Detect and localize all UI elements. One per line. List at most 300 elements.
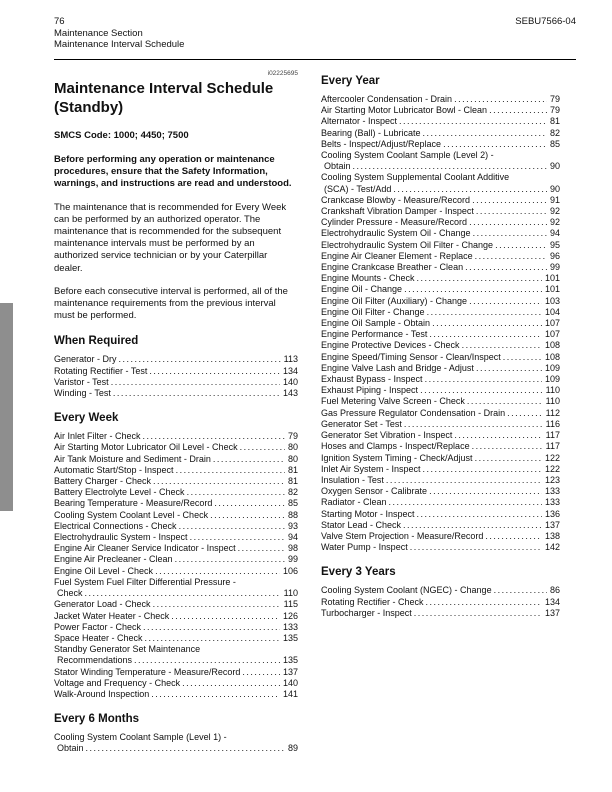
dot-leader [149, 366, 280, 377]
dot-leader [503, 352, 542, 363]
page-ref: 99 [287, 554, 298, 565]
article-title: Maintenance Interval Schedule (Standby) [54, 80, 274, 116]
toc-item-label: Cylinder Pressure - Measure/Record [321, 217, 468, 228]
toc-item [321, 497, 560, 508]
toc-item [54, 442, 298, 453]
toc-item [54, 611, 298, 622]
toc-item-label: Ignition System Timing - Check/Adjust [321, 452, 473, 463]
dot-leader [113, 388, 280, 399]
toc-item-label: Engine Oil Filter (Auxiliary) - Change [321, 295, 468, 306]
toc-item-label: Engine Crankcase Breather - Clean [321, 262, 464, 273]
toc-item [54, 667, 298, 678]
toc-item-label: Bearing Temperature - Measure/Record [54, 498, 213, 509]
page-ref: 141 [282, 688, 298, 699]
dot-leader [465, 262, 547, 273]
dot-leader [399, 116, 547, 127]
toc-item-label: Engine Air Cleaner Element - Replace [321, 250, 473, 261]
page-ref: 90 [549, 183, 560, 194]
dot-leader [153, 599, 281, 610]
page-ref: 122 [544, 452, 560, 463]
section-heading: Every Year [321, 75, 380, 87]
page-ref: 94 [549, 228, 560, 239]
dot-leader [472, 441, 543, 452]
page-ref: 110 [283, 588, 298, 599]
dot-leader [187, 487, 285, 498]
header-section-title: Maintenance Section [54, 27, 143, 39]
toc-item [321, 396, 560, 407]
toc-item [54, 521, 298, 532]
toc-item [321, 542, 560, 553]
page-ref: 134 [544, 596, 560, 607]
toc-item-label: Air Starting Motor Lubricator Bowl - Clean [321, 105, 488, 116]
toc-item [54, 498, 298, 509]
toc-item-label: Generator - Dry [54, 354, 117, 365]
toc-item [321, 475, 560, 486]
page-ref: 112 [545, 407, 560, 418]
toc-item-label: Rotating Rectifier - Check [321, 596, 424, 607]
page-ref: 136 [544, 508, 560, 519]
dot-leader [404, 419, 543, 430]
toc-item-label: Oxygen Sensor - Calibrate [321, 486, 428, 497]
dot-leader [423, 128, 547, 139]
toc-item-label: Air Tank Moisture and Sediment - Drain [54, 453, 211, 464]
toc-item [321, 172, 560, 194]
toc-item-label: Radiator - Clean [321, 497, 387, 508]
toc-item [321, 385, 560, 396]
toc-item-label: Engine Air Cleaner Service Indicator - Inspect [54, 543, 236, 554]
toc-item [321, 419, 560, 430]
dot-leader [179, 521, 285, 532]
toc-item-label: Engine Oil Sample - Obtain [321, 318, 431, 329]
right-column [321, 70, 560, 619]
toc-item-label: Battery Electrolyte Level - Check [54, 487, 185, 498]
toc-item [54, 354, 298, 365]
dot-leader [393, 184, 547, 195]
dot-leader [469, 217, 547, 228]
dot-leader [86, 743, 285, 754]
page-ref: 109 [544, 362, 560, 373]
toc-item-label: Water Pump - Inspect [321, 542, 408, 553]
toc-item [321, 597, 560, 608]
toc-item [321, 430, 560, 441]
page-ref: 91 [549, 194, 560, 205]
dot-leader [404, 284, 542, 295]
toc-item [321, 195, 560, 206]
toc-item [321, 217, 560, 228]
dot-leader [403, 520, 542, 531]
dot-leader [151, 689, 280, 700]
toc-item [321, 374, 560, 385]
toc-item [321, 520, 560, 531]
toc-item [321, 307, 560, 318]
page-ref: 89 [287, 743, 298, 754]
dot-leader [426, 597, 542, 608]
dot-leader [85, 588, 281, 599]
page-ref: 101 [544, 284, 560, 295]
smcs-code: SMCS Code: 1000; 4450; 7500 [54, 130, 189, 141]
toc-item-label: Electrohydraulic System Oil Filter - Change [321, 239, 494, 250]
toc-item-label: Engine Oil Filter - Change [321, 306, 425, 317]
toc-item [321, 206, 560, 217]
dot-leader [145, 633, 280, 644]
toc-item-label: Varistor - Test [54, 376, 109, 387]
toc-item-wrap-line: Cooling System Supplemental Coolant Additive [321, 172, 510, 183]
page-ref: 140 [282, 376, 298, 387]
dot-leader [432, 318, 542, 329]
dot-leader [353, 161, 547, 172]
toc-item-label: Rotating Rectifier - Test [54, 365, 148, 376]
page-ref: 94 [287, 532, 298, 543]
toc-item-label: Check [57, 588, 83, 599]
dot-leader [475, 453, 542, 464]
toc-item-label: Recommendations [57, 655, 133, 666]
section-heading: Every Week [54, 412, 119, 425]
page-ref: 82 [287, 487, 298, 498]
dot-leader [475, 251, 547, 262]
dot-leader [473, 228, 547, 239]
toc-item-label: Engine Protective Devices - Check [321, 340, 460, 351]
toc-item [54, 689, 298, 700]
toc-item [321, 352, 560, 363]
dot-leader [175, 554, 285, 565]
page-ref: 135 [282, 655, 298, 666]
page-ref: 85 [287, 498, 298, 509]
toc-item [54, 622, 298, 633]
page-ref: 142 [544, 542, 560, 553]
dot-leader [494, 585, 547, 596]
toc-item-label: Power Factor - Check [54, 621, 142, 632]
toc-item [54, 554, 298, 565]
toc-item-label: Engine Air Precleaner - Clean [54, 554, 173, 565]
toc-item [54, 732, 298, 754]
page-ref: 126 [282, 610, 298, 621]
page-number: 76 [54, 16, 65, 27]
dot-leader [429, 329, 542, 340]
toc-item-label: Electrical Connections - Check [54, 520, 177, 531]
page-ref: 137 [282, 666, 298, 677]
toc-item-label: Air Inlet Filter - Check [54, 431, 141, 442]
page-ref: 123 [544, 474, 560, 485]
toc-item [321, 464, 560, 475]
dot-leader [489, 105, 547, 116]
page-ref: 80 [287, 453, 298, 464]
toc-item [321, 585, 560, 596]
page-ref: 93 [287, 520, 298, 531]
page-ref: 106 [282, 565, 298, 576]
toc-item [54, 678, 298, 689]
toc-item-label: (SCA) - Test/Add [324, 183, 392, 194]
page-ref: 115 [283, 599, 298, 610]
page-ref: 117 [545, 441, 560, 452]
header-top-row [54, 16, 576, 28]
page-ref: 92 [549, 217, 560, 228]
dot-leader [469, 296, 542, 307]
dot-leader [134, 655, 280, 666]
dot-leader [143, 622, 280, 633]
dot-leader [213, 454, 285, 465]
toc-item [54, 532, 298, 543]
toc-item-label: Cooling System Coolant Level - Check [54, 509, 209, 520]
page-ref: 143 [282, 388, 298, 399]
toc-item [321, 116, 560, 127]
toc-item-label: Walk-Around Inspection [54, 688, 150, 699]
dot-leader [417, 273, 542, 284]
toc-item [321, 509, 560, 520]
toc-item [321, 441, 560, 452]
page-ref: 110 [545, 385, 560, 396]
page-ref: 88 [287, 509, 298, 520]
dot-leader [454, 430, 542, 441]
toc-item-label: Stator Winding Temperature - Measure/Record [54, 666, 241, 677]
toc-item [321, 105, 560, 116]
toc-item [54, 487, 298, 498]
dot-leader [414, 608, 542, 619]
toc-item-label: Obtain [324, 161, 351, 172]
page-ref: 81 [287, 464, 298, 475]
dot-leader [190, 532, 285, 543]
dot-leader [462, 340, 542, 351]
page-ref: 116 [545, 418, 560, 429]
page-ref: 135 [282, 632, 298, 643]
dot-leader [423, 464, 542, 475]
page-ref: 108 [544, 351, 560, 362]
toc-item-label: Crankshaft Vibration Damper - Inspect [321, 206, 474, 217]
intro-paragraph: The maintenance that is recommended for Every Week can be performed by an authorized operator. The maintenance that is recommended for the subsequent maintenance intervals must be performed by an authorized service technician or by your Caterpillar dealer. [54, 201, 287, 274]
dot-leader [454, 94, 547, 105]
toc-item-label: Valve Stem Projection - Measure/Record [321, 530, 484, 541]
dot-leader [210, 510, 285, 521]
toc-item [54, 476, 298, 487]
dot-leader [427, 307, 542, 318]
page-ref: 95 [549, 239, 560, 250]
toc-item-label: Alternator - Inspect [321, 116, 398, 127]
page-ref: 110 [545, 396, 560, 407]
toc-item-label: Engine Performance - Test [321, 329, 428, 340]
dot-leader [495, 240, 547, 251]
toc-item-label: Jacket Water Heater - Check [54, 610, 170, 621]
header-subsection-title: Maintenance Interval Schedule [54, 39, 185, 50]
toc-item [321, 408, 560, 419]
toc-item-label: Insulation - Test [321, 474, 384, 485]
toc-item [321, 139, 560, 150]
toc-item-label: Engine Valve Lash and Bridge - Adjust [321, 362, 474, 373]
toc-item [321, 94, 560, 105]
toc-item [321, 340, 560, 351]
page-ref: 109 [544, 374, 560, 385]
toc-item-label: Stator Lead - Check [321, 519, 402, 530]
toc-item [321, 329, 560, 340]
dot-leader [425, 374, 542, 385]
toc-item-label: Bearing (Ball) - Lubricate [321, 127, 421, 138]
page-ref: 81 [549, 116, 560, 127]
page-ref: 90 [549, 161, 560, 172]
toc-item [321, 128, 560, 139]
page-ref: 85 [549, 138, 560, 149]
toc-item [321, 363, 560, 374]
toc-item [54, 633, 298, 644]
page-ref: 79 [287, 431, 298, 442]
dot-leader [119, 354, 281, 365]
toc-item [321, 251, 560, 262]
right-toc [321, 75, 560, 619]
toc-item [54, 566, 298, 577]
toc-item-label: Engine Oil Level - Check [54, 565, 154, 576]
toc-item [54, 577, 298, 599]
toc-item-label: Electrohydraulic System Oil - Change [321, 228, 471, 239]
dot-leader [111, 377, 280, 388]
toc-item-label: Space Heater - Check [54, 632, 143, 643]
toc-item-wrap-line: Cooling System Coolant Sample (Level 2) - [321, 150, 494, 161]
toc-item-label: Gas Pressure Regulator Condensation - Drain [321, 407, 506, 418]
toc-item [321, 608, 560, 619]
dot-leader [155, 566, 280, 577]
toc-item [321, 262, 560, 273]
page-ref: 113 [283, 354, 298, 365]
toc-item [54, 366, 298, 377]
page-ref: 82 [549, 127, 560, 138]
toc-item-label: Exhaust Piping - Inspect [321, 385, 419, 396]
dot-leader [171, 611, 280, 622]
page-ref: 140 [282, 677, 298, 688]
page-ref: 86 [549, 585, 560, 596]
page-ref: 104 [544, 306, 560, 317]
toc-item-label: Cooling System Coolant (NGEC) - Change [321, 585, 492, 596]
page-ref: 138 [544, 530, 560, 541]
dot-leader [429, 486, 542, 497]
page-ref: 108 [544, 340, 560, 351]
toc-item-label: Battery Charger - Check [54, 476, 152, 487]
page-ref: 98 [287, 543, 298, 554]
toc-item-label: Exhaust Bypass - Inspect [321, 374, 423, 385]
dot-leader [143, 431, 285, 442]
page-ref: 79 [549, 94, 560, 104]
dot-leader [238, 543, 285, 554]
toc-item-label: Automatic Start/Stop - Inspect [54, 464, 174, 475]
toc-item [54, 599, 298, 610]
page-ref: 117 [545, 430, 560, 441]
page-ref: 99 [549, 262, 560, 273]
toc-item [54, 388, 298, 399]
header-rule [54, 59, 576, 60]
dot-leader [417, 509, 542, 520]
toc-item-label: Generator Load - Check [54, 599, 151, 610]
page-ref: 103 [544, 295, 560, 306]
doc-code: SEBU7566-04 [515, 16, 576, 27]
dot-leader [476, 206, 547, 217]
toc-item-label: Air Starting Motor Lubricator Oil Level - Check [54, 442, 238, 453]
page-ref: 81 [287, 476, 298, 487]
page-ref: 101 [544, 273, 560, 284]
page-ref: 107 [544, 329, 560, 340]
dot-leader [182, 678, 280, 689]
toc-item-wrap-line: Standby Generator Set Maintenance [54, 644, 201, 655]
toc-item [54, 431, 298, 442]
page-ref: 137 [544, 607, 560, 618]
toc-item-wrap-line: Cooling System Coolant Sample (Level 1) - [54, 732, 227, 743]
toc-item [321, 150, 560, 172]
safety-notice: Before performing any operation or maintenance procedures, ensure that the Safety Information, warnings, and instructions are read and understood. [54, 154, 292, 190]
page-ref: 107 [544, 318, 560, 329]
toc-item-label: Obtain [57, 743, 84, 754]
toc-item-label: Engine Speed/Timing Sensor - Clean/Inspect [321, 351, 501, 362]
toc-item [321, 284, 560, 295]
toc-item-label: Engine Oil - Change [321, 284, 403, 295]
dot-leader [485, 531, 542, 542]
dot-leader [176, 465, 285, 476]
toc-item [321, 228, 560, 239]
page-ref: 133 [544, 486, 560, 497]
toc-item [321, 296, 560, 307]
dot-leader [472, 195, 547, 206]
dot-leader [214, 498, 285, 509]
toc-item [54, 644, 298, 666]
dot-leader [420, 385, 543, 396]
dot-leader [410, 542, 542, 553]
left-toc [54, 335, 298, 754]
toc-item [54, 465, 298, 476]
toc-item [54, 543, 298, 554]
page-ref: 92 [549, 206, 560, 217]
toc-item-label: Engine Mounts - Check [321, 273, 415, 284]
toc-item [54, 510, 298, 521]
interval-paragraph: Before each consecutive interval is performed, all of the maintenance requirements from the previous interval must be performed. [54, 285, 288, 322]
dot-leader [467, 396, 543, 407]
page-edge-tab [0, 303, 13, 511]
dot-leader [476, 363, 542, 374]
page-ref: 96 [549, 250, 560, 261]
section-heading: Every 3 Years [321, 566, 396, 579]
toc-item [54, 377, 298, 388]
page-ref: 134 [282, 365, 298, 376]
page-ref: 80 [287, 442, 298, 453]
dot-leader [507, 408, 543, 419]
page-ref: 133 [544, 497, 560, 508]
toc-item-label: Crankcase Blowby - Measure/Record [321, 194, 471, 205]
toc-item [321, 453, 560, 464]
toc-item-label: Voltage and Frequency - Check [54, 677, 181, 688]
dot-leader [389, 497, 542, 508]
toc-item-wrap-line: Fuel System Fuel Filter Differential Pressure - [54, 576, 236, 587]
page-ref: 122 [544, 463, 560, 474]
page-header [54, 16, 576, 51]
toc-item-label: Hoses and Clamps - Inspect/Replace [321, 441, 470, 452]
toc-item-label: Inlet Air System - Inspect [321, 463, 421, 474]
toc-item-label: Generator Set - Test [321, 418, 402, 429]
toc-item [321, 273, 560, 284]
dot-leader [240, 442, 285, 453]
section-heading: Every 6 Months [54, 713, 139, 726]
page-ref: 133 [282, 621, 298, 632]
toc-item-label: Aftercooler Condensation - Drain [321, 94, 453, 104]
toc-item [54, 454, 298, 465]
toc-item [321, 318, 560, 329]
toc-item-label: Fuel Metering Valve Screen - Check [321, 396, 465, 407]
dot-leader [242, 667, 280, 678]
dot-leader [443, 139, 547, 150]
section-heading: When Required [54, 335, 139, 348]
toc-item-label: Generator Set Vibration - Inspect [321, 430, 453, 441]
dot-leader [153, 476, 285, 487]
ref-id: i02225695 [267, 70, 298, 77]
page-ref: 79 [549, 105, 560, 116]
toc-item-label: Starting Motor - Inspect [321, 508, 415, 519]
toc-item-label: Turbocharger - Inspect [321, 607, 412, 618]
toc-item [321, 240, 560, 251]
page-ref: 137 [544, 519, 560, 530]
toc-item-label: Belts - Inspect/Adjust/Replace [321, 138, 442, 149]
toc-item [321, 486, 560, 497]
toc-item-label: Winding - Test [54, 388, 111, 399]
